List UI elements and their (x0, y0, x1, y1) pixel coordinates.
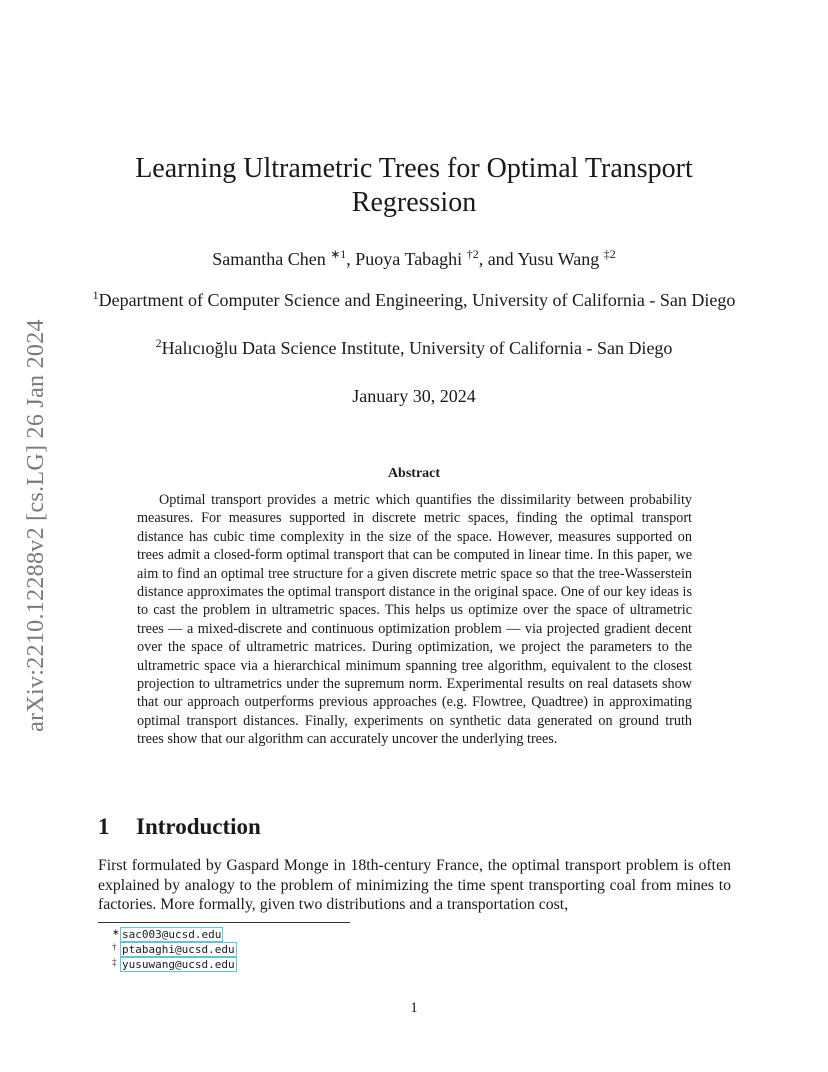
section-heading (98, 814, 261, 840)
paper-date: January 30, 2024 (352, 386, 476, 406)
footnote-mark: ∗ (112, 927, 120, 937)
affiliation (80, 284, 748, 312)
affiliation-mark: 1 (92, 288, 99, 302)
arxiv-stamp (14, 290, 58, 760)
abstract-heading: Abstract (387, 466, 441, 481)
intro-paragraph: First formulated by Gaspard Monge in 18th-century France, the optimal transport problem is often explained by analogy to the problem of minimizing the time spent transporting coal from mines to factories. More formally, given two distributions and a transportation cost, (98, 857, 731, 913)
author-name: Yusu Wang (517, 249, 600, 269)
affiliation (80, 332, 748, 360)
author-name: Samantha Chen (212, 249, 326, 269)
email-link[interactable]: sac003@ucsd.edu (122, 928, 222, 941)
author-name: Puoya Tabaghi (355, 249, 463, 269)
footnote (112, 927, 237, 942)
section-title: Introduction (136, 814, 261, 839)
arxiv-id: arXiv:2210.12288v2 [cs.LG] 26 Jan 2024 (22, 318, 49, 732)
author-mark: ‡2 (603, 247, 616, 261)
footnote-rule (98, 922, 350, 923)
page-number: 1 (410, 1000, 418, 1016)
footnote (112, 942, 237, 957)
affiliation-text: Halıcıoğlu Data Science Institute, University of California - San Diego (161, 338, 673, 358)
author-mark: †2 (466, 247, 479, 261)
author-mark: ∗1 (330, 247, 347, 261)
email-link[interactable]: yusuwang@ucsd.edu (122, 958, 235, 971)
author-separator: , and (478, 249, 518, 269)
footnotes (112, 927, 237, 972)
email-link[interactable]: ptabaghi@ucsd.edu (122, 943, 235, 956)
affiliation-text: Department of Computer Science and Engineering, University of California - San Diego (98, 290, 736, 310)
footnote-mark: ‡ (112, 957, 117, 967)
paper-title: Learning Ultrametric Trees for Optimal Transport Regression (135, 153, 693, 218)
author-separator: , (346, 249, 356, 269)
footnote (112, 957, 237, 972)
section-number: 1 (98, 814, 110, 839)
affiliation-mark: 2 (155, 336, 162, 350)
author-list (100, 242, 728, 271)
footnote-mark: † (112, 942, 117, 952)
abstract-body: Optimal transport provides a metric which quantifies the dissimilarity between probability measures. For measures supported in discrete metric spaces, finding the optimal transport distance has cubic time complexity in the size of the space. However, measures supported on trees admit a closed-form optimal transport that can be computed in linear time. In this paper, we aim to find an optimal tree structure for a given discrete metric space so that the tree-Wasserstein distance approximates the optimal transport distance in the original space. One of our key ideas is to cast the problem in ultrametric spaces. This helps us optimize over the space of ultrametric trees — a mixed-discrete and continuous optimization problem — via projected gradient decent over the space of ultrametric matrices. During optimization, we project the parameters to the ultrametric space via a hierarchical minimum spanning tree algorithm, equivalent to the closest projection to ultrametrics under the supremum norm. Experimental results on real datasets show that our approach outperforms previous approaches (e.g. Flowtree, Quadtree) in approximating optimal transport distances. Finally, experiments on synthetic data generated on ground truth trees show that our algorithm can accurately uncover the underlying trees. (137, 492, 692, 748)
